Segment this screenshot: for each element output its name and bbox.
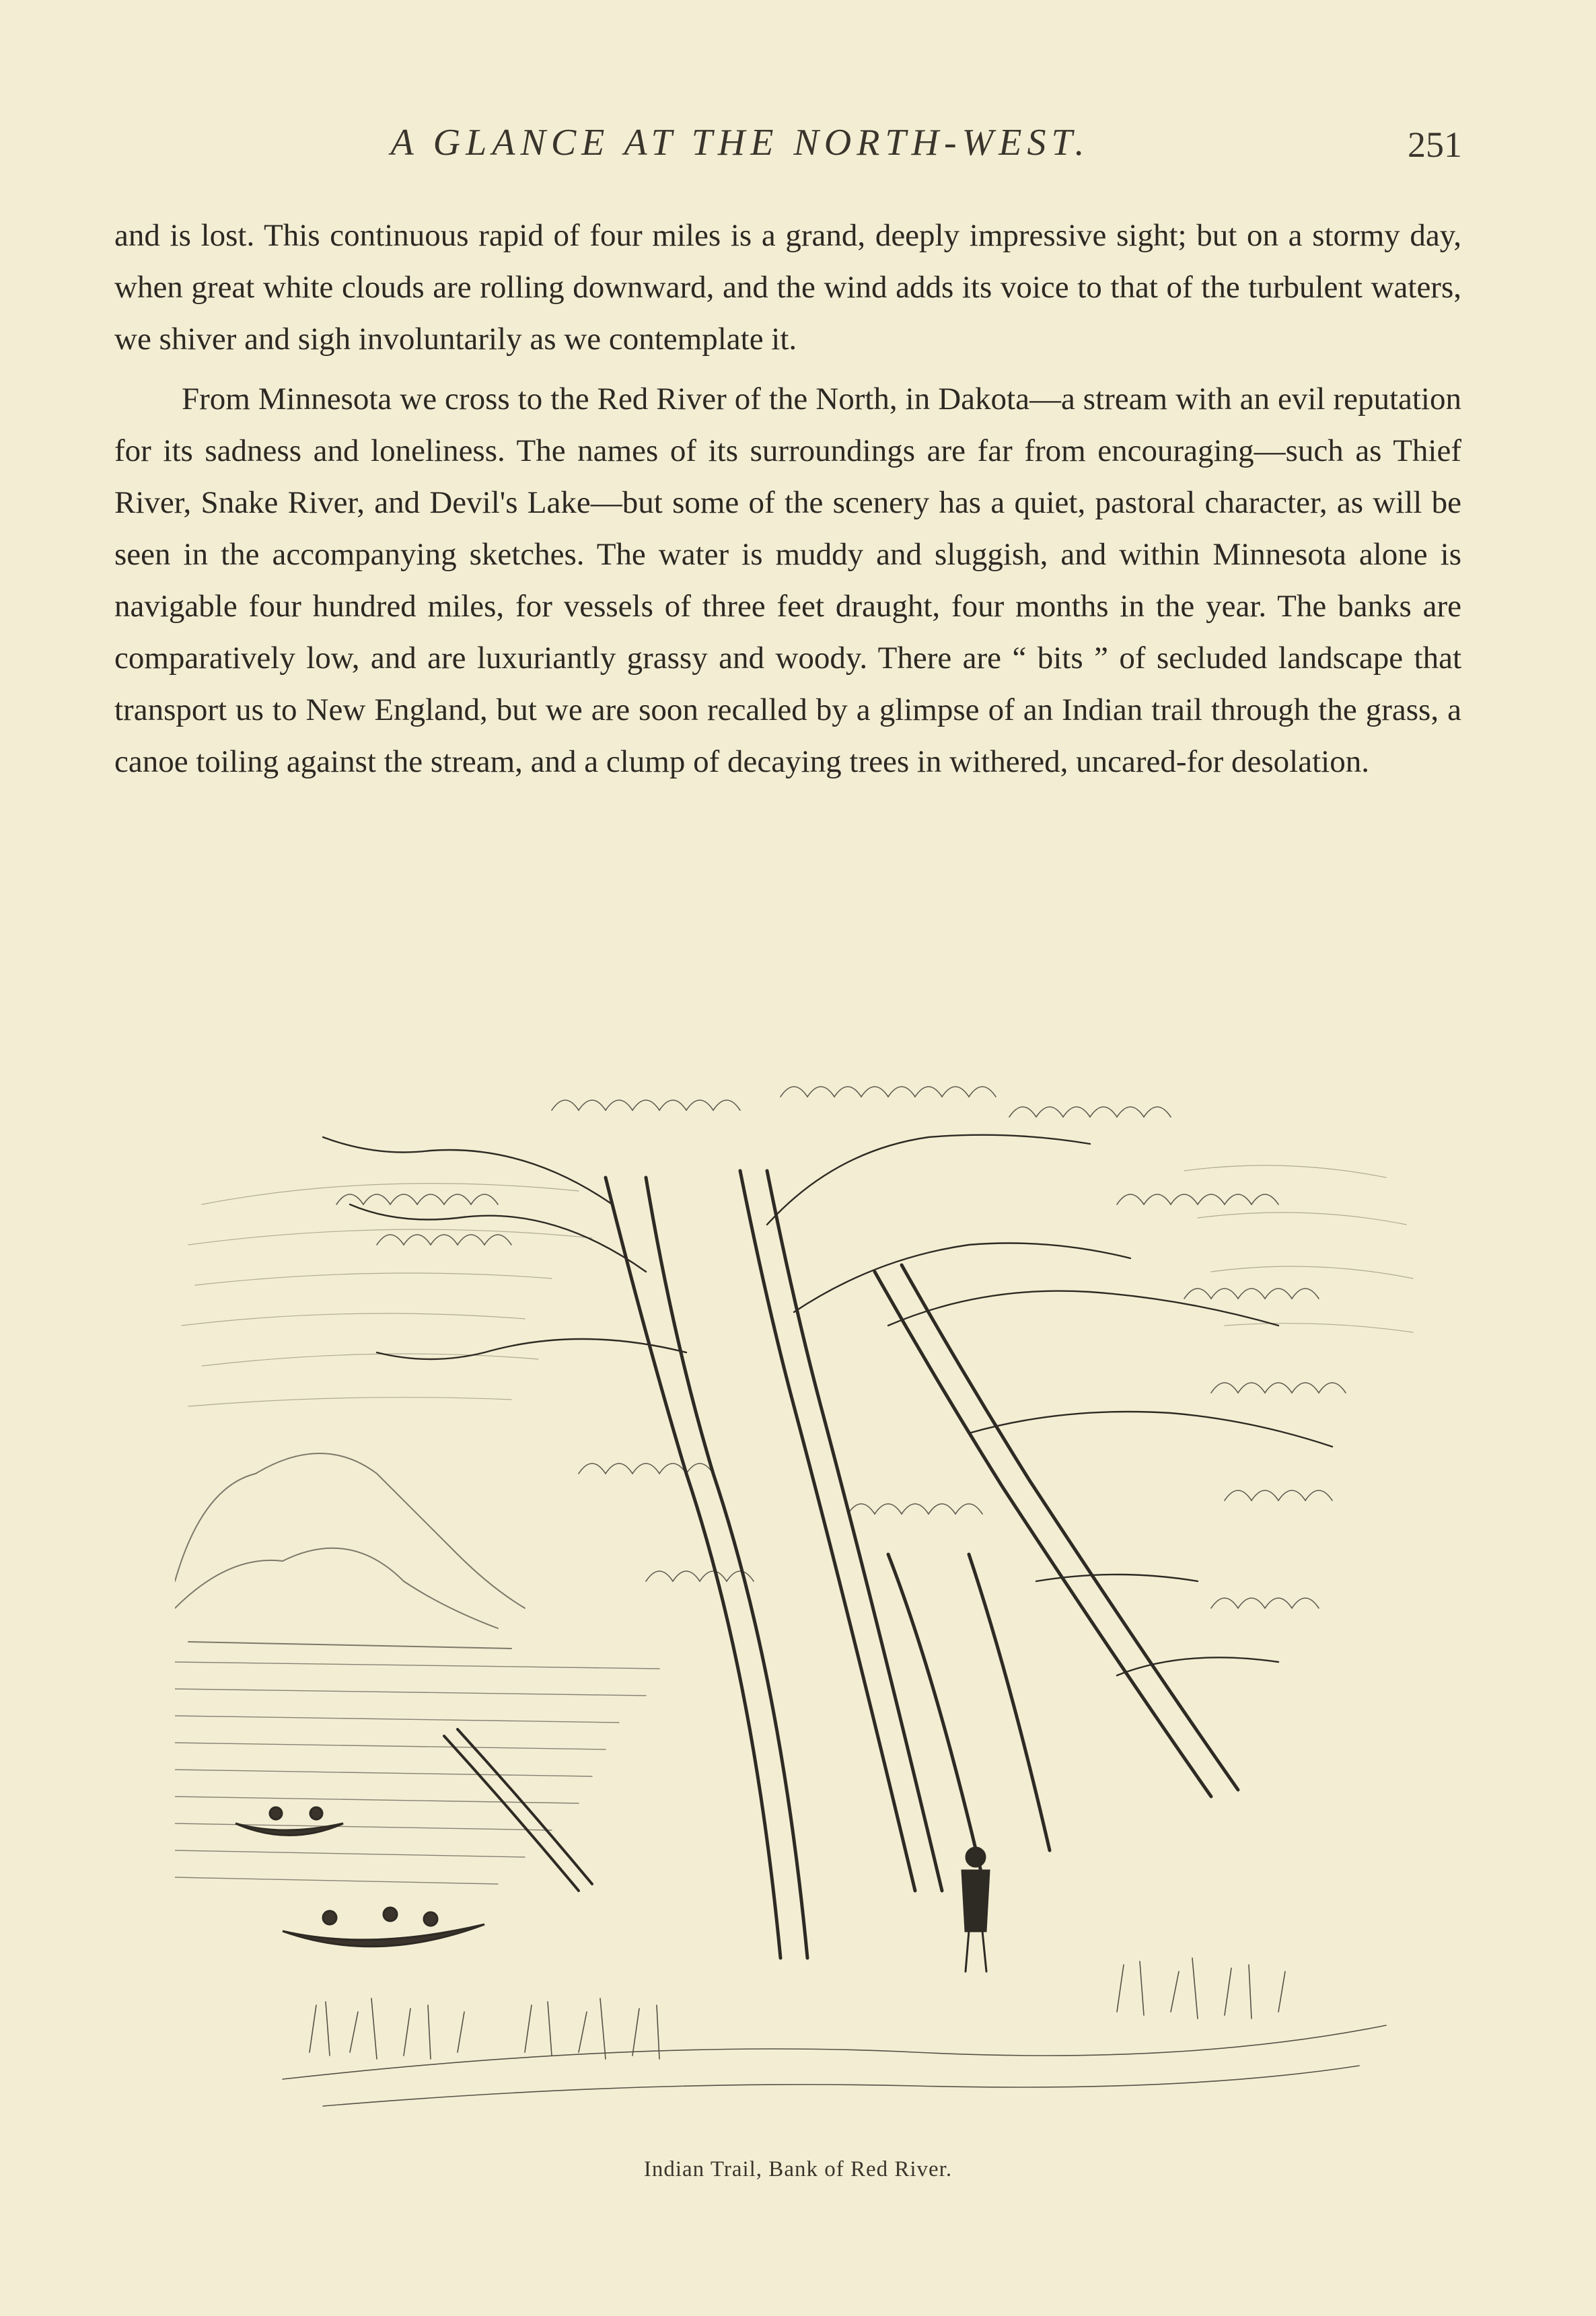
running-title: A GLANCE AT THE NORTH-WEST.: [390, 122, 1090, 164]
figure-on-trail: [962, 1848, 989, 1971]
running-head: [0, 121, 1596, 175]
body-text: [114, 210, 1461, 796]
tree-trunks: [606, 1171, 1238, 1958]
distant-trees: [175, 1453, 525, 1649]
illustration-caption: Indian Trail, Bank of Red River.: [643, 2157, 953, 2181]
sky-hatching: [182, 1165, 1413, 1406]
page-number: 251: [1408, 124, 1462, 165]
fallen-tree: [444, 1729, 592, 1891]
paragraph-red-river: From Minnesota we cross to the Red River of the North, in Dakota—a stream with an evil reputation for its sadness and loneliness. The names of its surroundings are far from encouraging—such as Thief River, Snake River, and Devil's Lake—but some of the scenery has a quiet, pastoral character, as will be seen in the accompanying sketches. The water is muddy and sluggish, and within Minnesota alone is navigable four hundred miles, for vessels of three feet draught, four months in the year. The banks are comparatively low, and are luxuriantly grassy and woody. There are “ bits ” of secluded landscape that transport us to New England, but we are soon recalled by a glimpse of an Indian trail through the grass, a canoe toiling against the stream, and a clump of decaying trees in withered, uncared-for desolation.: [114, 382, 1461, 779]
river-water: [175, 1662, 659, 1884]
grass-and-ground: [283, 1958, 1386, 2106]
tree-branches: [323, 1135, 1332, 1675]
paragraph-continuation: and is lost. This continuous rapid of four miles is a grand, deeply impressive sight; but on a stormy day, when great white clouds are rolling downward, and the wind adds its voice to that of the turbulent waters, we shiver and sigh involuntarily as we contemplate it.: [114, 218, 1461, 357]
engraving-illustration: [175, 1003, 1426, 2133]
